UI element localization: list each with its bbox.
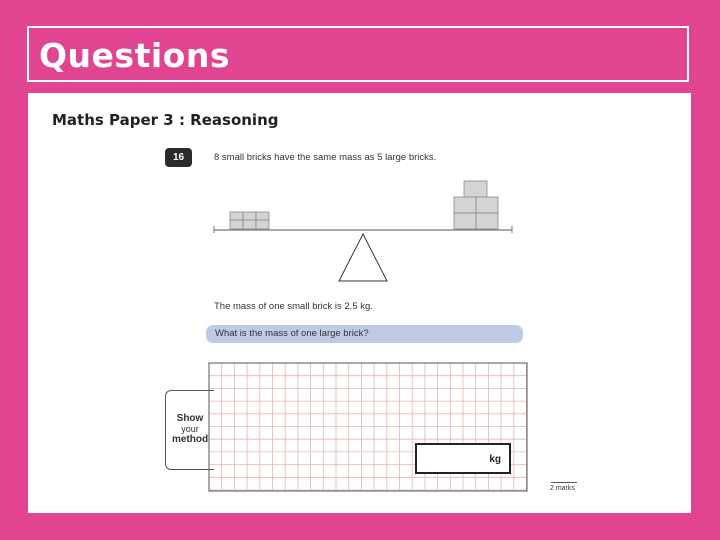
- paper-subtitle: Maths Paper 3 : Reasoning: [52, 111, 279, 129]
- method-tab-line-1: Show: [176, 413, 204, 424]
- page-title: Questions: [39, 36, 230, 75]
- marks-underline: [551, 482, 577, 483]
- answer-unit: kg: [489, 454, 501, 465]
- working-grid[interactable]: [208, 362, 530, 494]
- large-bricks: [454, 181, 498, 229]
- show-your-method-tab: [165, 390, 214, 470]
- question-prompt-bar: [206, 325, 523, 343]
- balance-scale-illustration: [208, 173, 548, 288]
- question-prompt: What is the mass of one large brick?: [215, 328, 369, 339]
- question-number-badge: 16: [165, 148, 192, 167]
- title-bar: [27, 26, 689, 82]
- worksheet-panel: [28, 93, 691, 513]
- method-tab-line-2: your: [181, 424, 199, 434]
- fulcrum-triangle: [339, 234, 387, 281]
- marks-label: 2 marks: [550, 485, 575, 492]
- small-bricks: [230, 212, 269, 229]
- question-statement: 8 small bricks have the same mass as 5 large bricks.: [214, 152, 437, 163]
- answer-box[interactable]: [415, 443, 511, 474]
- given-mass-text: The mass of one small brick is 2.5 kg.: [214, 301, 373, 312]
- method-tab-line-3: method: [171, 434, 209, 445]
